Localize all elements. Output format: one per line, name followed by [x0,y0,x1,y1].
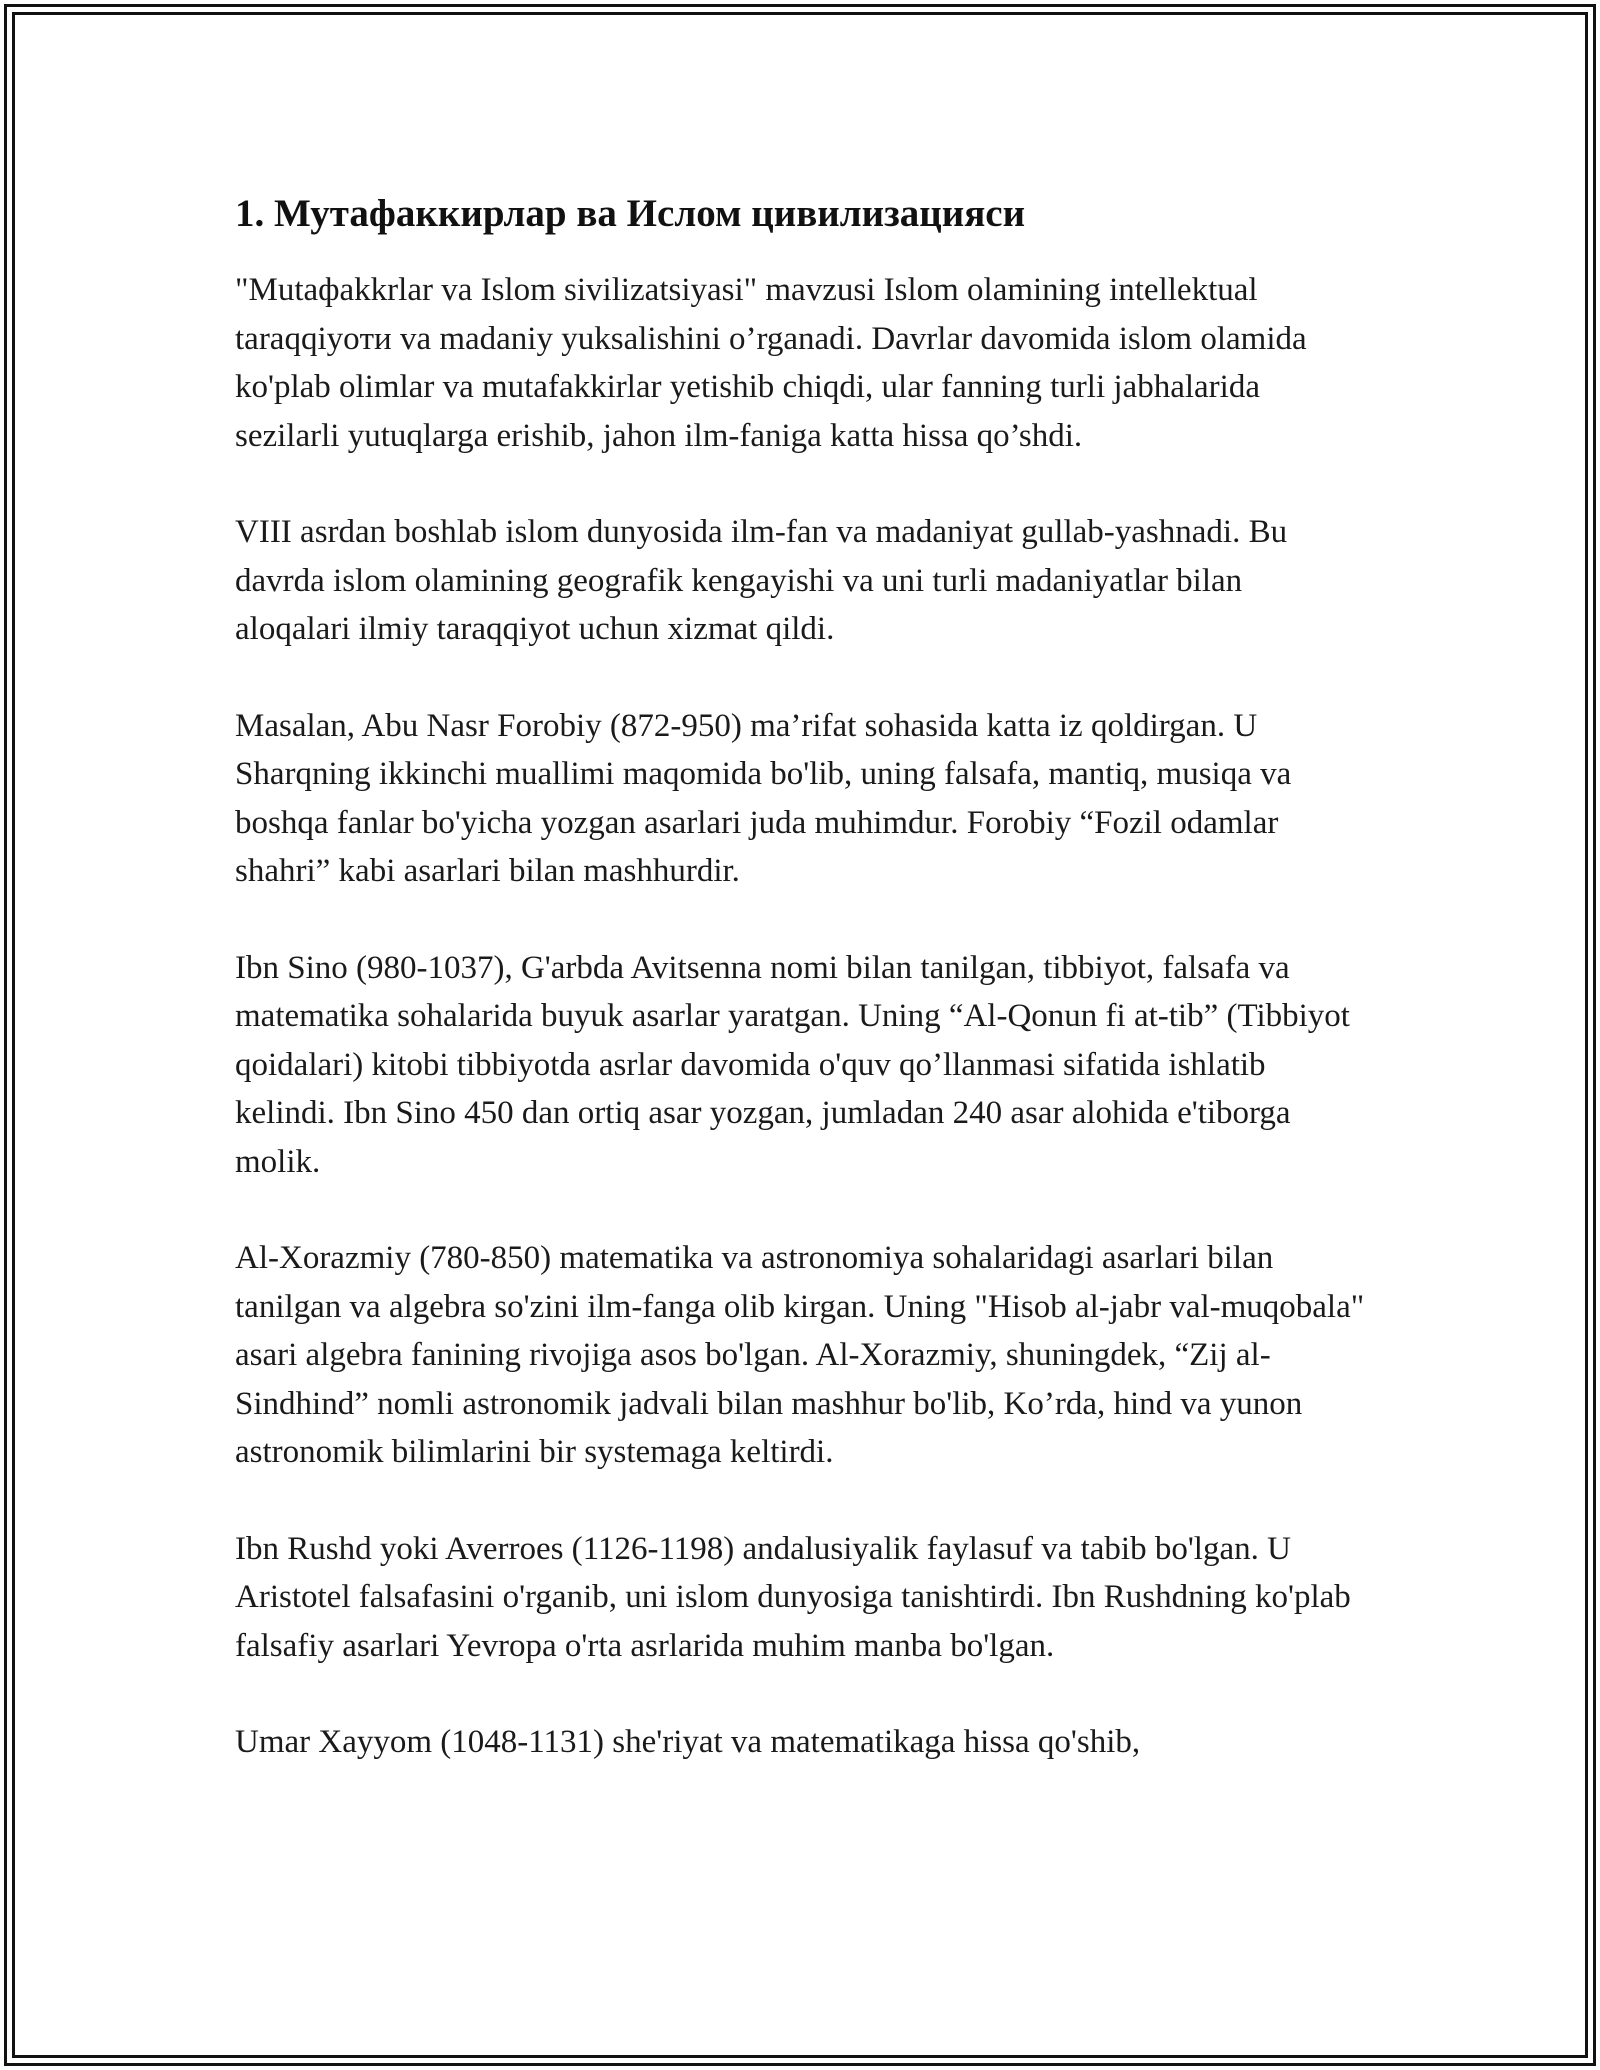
paragraph-forobiy: Masalan, Abu Nasr Forobiy (872-950) ma’rifat sohasida katta iz qoldirgan. U Sharqning ikkinchi muallimi maqomida bo'lib, uning falsafa, mantiq, musiqa va boshqa fanlar bo'yicha yozgan asarlari juda muhimdur. Forobiy “Fozil odamlar shahri” kabi asarlari bilan mashhurdir. [235,707,1292,889]
section-heading: 1. Мутафаккирлар ва Ислом цивилизацияси [235,192,1026,235]
paragraph-viii-century: VIII asrdan boshlab islom dunyosida ilm-fan va madaniyat gullab-yashnadi. Bu davrda islom olamining geografik kengayishi va uni turli madaniyatlar bilan aloqalari ilmiy taraqqiyot uchun xizmat qildi. [235,514,1288,647]
paragraph-al-xorazmiy: Al-Xorazmiy (780-850) matematika va astronomiya sohalaridagi asarlari bilan tanilgan va algebra so'zini ilm-fanga olib kirgan. Uning "Hisob al-jabr val-muqobala" asari algebra fanining rivojiga asos bo'lgan. Al-Xorazmiy, shuningdek, “Zij al-Sindhind” nomli astronomik jadvali bilan mashhur bo'lib, Ko’rda, hind va yunon astronomik bilimlarini bir systemaga keltirdi. [235,1240,1365,1470]
paragraph-ibn-rushd: Ibn Rushd yoki Averroes (1126-1198) andalusiyalik faylasuf va tabib bo'lgan. U Aristotel falsafasini o'rganib, uni islom dunyosiga tanishtirdi. Ibn Rushdning ko'plab falsafiy asarlari Yevropa o'rta asrlarida muhim manba bo'lgan. [235,1530,1351,1664]
paragraph-ibn-sino: Ibn Sino (980-1037), G'arbda Avitsenna nomi bilan tanilgan, tibbiyot, falsafa va matematika sohalarida buyuk asarlar yaratgan. Uning “Al-Qonun fi at-tib” (Tibbiyot qoidalari) kitobi tibbiyotda asrlar davomida o'quv qo’llanmasi sifatida ishlatib kelindi. Ibn Sino 450 dan ortiq asar yozgan, jumladan 240 asar alohida e'tiborga molik. [235,949,1350,1180]
document-body [235,188,1365,1815]
paragraph-umar-xayyom: Umar Xayyom (1048-1131) she'riyat va matematikaga hissa qo'shib, [235,1724,1141,1760]
paragraph-intro: "Mutaфakkrlar va Islom sivilizatsiyasi" mavzusi Islom olamining intellektual taraqqiyoти va madaniy yuksalishini o’rganadi. Davrlar davomida islom olamida ko'plab olimlar va mutafakkirlar yetishib chiqdi, ular fanning turli jabhalarida sezilarli yutuqlarga erishib, jahon ilm-faniga katta hissa qo’shdi. [235,272,1307,454]
